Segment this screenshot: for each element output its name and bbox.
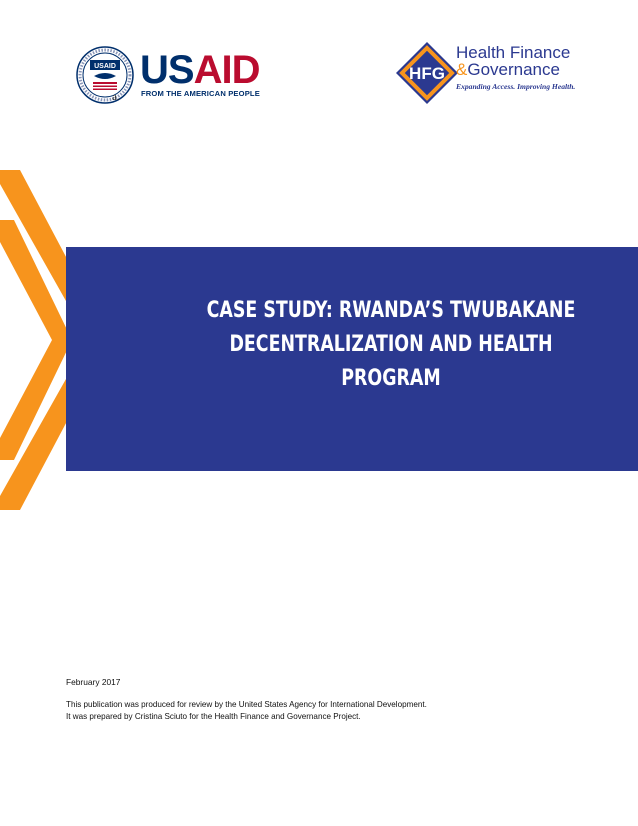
title-band xyxy=(66,247,638,471)
usaid-logo xyxy=(76,46,266,106)
publication-date: February 2017 xyxy=(66,677,121,687)
usaid-seal-icon xyxy=(76,46,134,104)
publication-note-line2: It was prepared by Cristina Sciuto for the Health Finance and Governance Project. xyxy=(66,712,361,721)
usaid-wordmark xyxy=(140,50,259,90)
publication-note xyxy=(66,699,586,723)
seal-label: USAID xyxy=(94,63,116,70)
hfg-title-amp: & xyxy=(456,60,468,79)
hfg-tagline: Expanding Access. Improving Health. xyxy=(456,82,576,91)
hfg-monogram: HFG xyxy=(409,64,445,83)
hfg-diamond-icon xyxy=(394,40,460,106)
document-title: CASE STUDY: RWANDA’S TWUBAKANE DECENTRALIZATION AND HEALTH PROGRAM xyxy=(206,297,576,391)
hfg-title xyxy=(456,44,570,78)
usaid-word-us: US xyxy=(140,48,194,92)
usaid-tagline: FROM THE AMERICAN PEOPLE xyxy=(141,89,260,98)
hfg-logo xyxy=(394,40,584,106)
stray-mark: a. xyxy=(112,91,120,103)
usaid-word-aid: AID xyxy=(193,48,260,92)
publication-note-line1: This publication was produced for review by the United States Agency for International Development. xyxy=(66,700,427,709)
hfg-title-line1: Health Finance xyxy=(456,43,571,62)
hfg-title-line2: Governance xyxy=(467,60,560,79)
